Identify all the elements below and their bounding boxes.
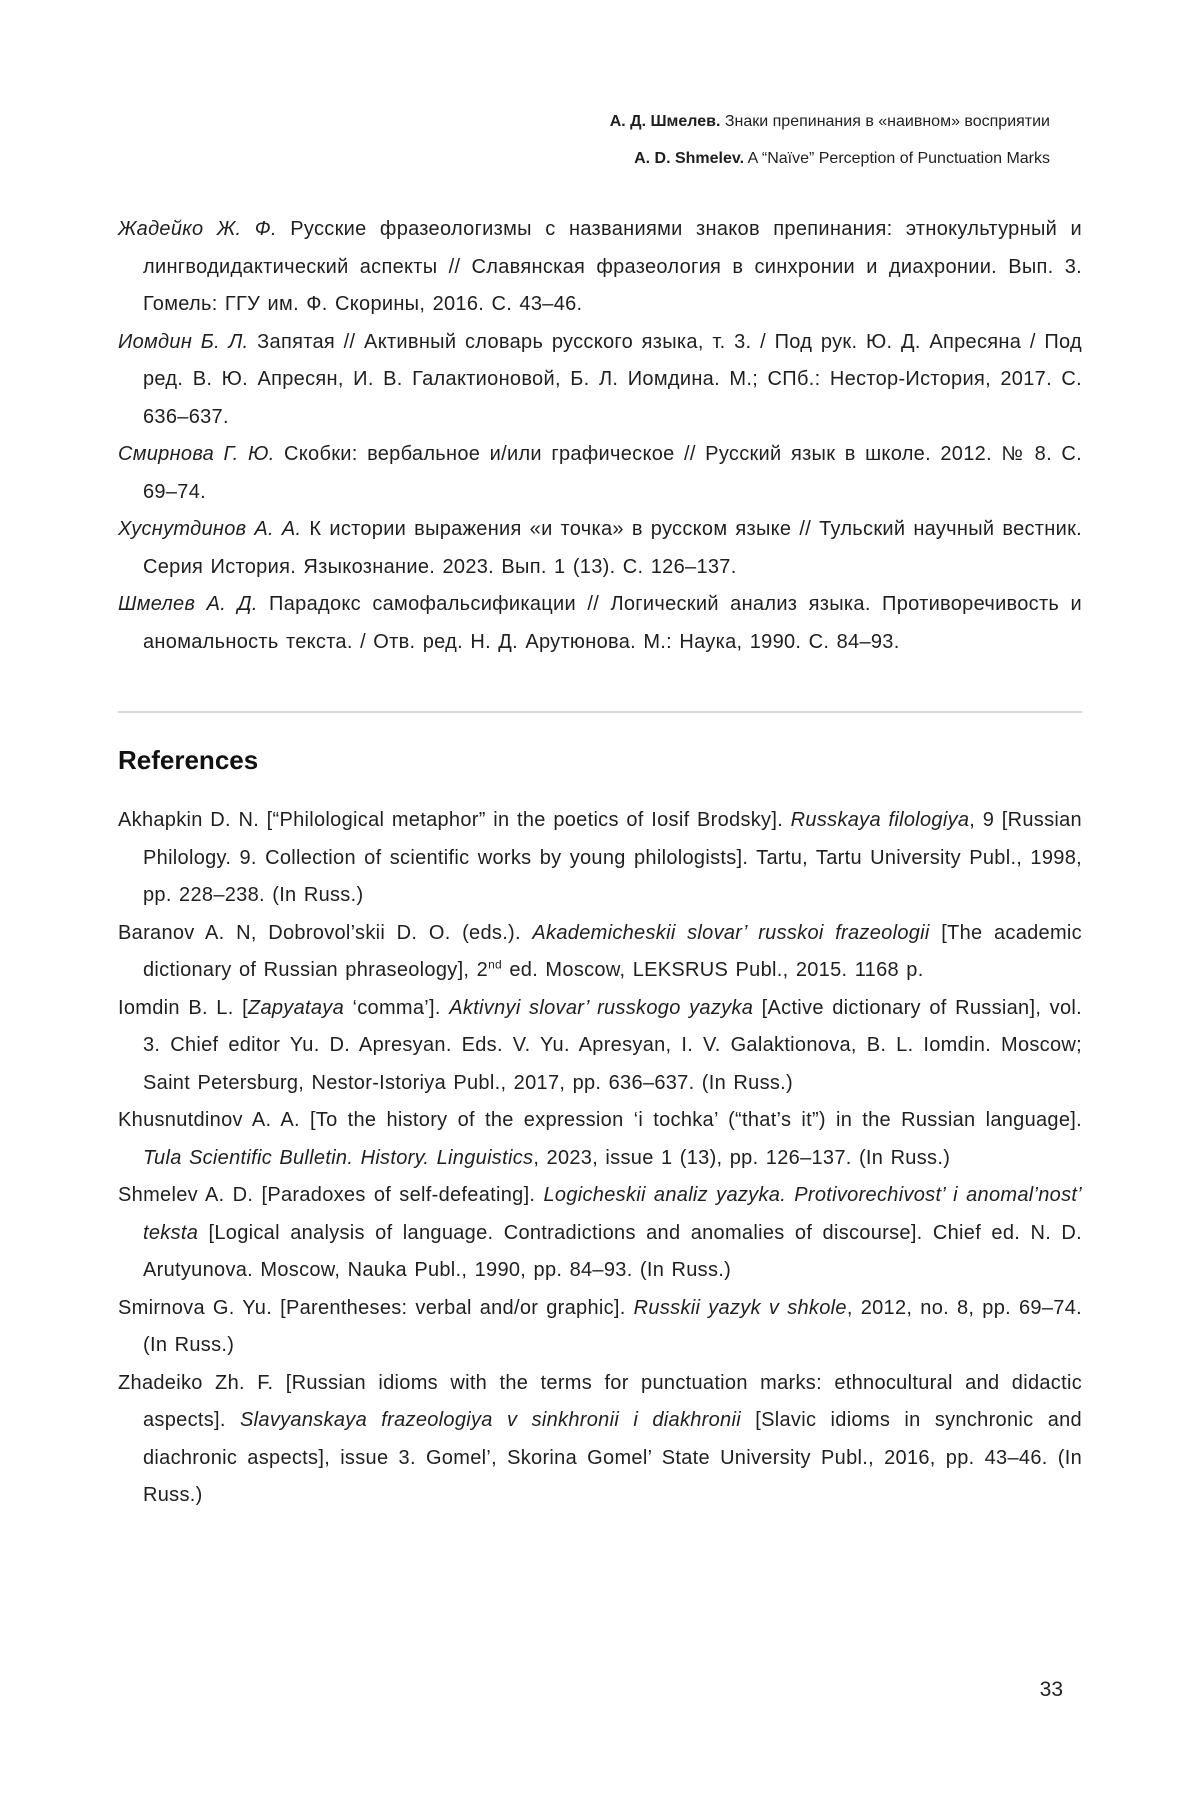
reference-entry: Iomdin B. L. [Zapyataya ‘comma’]. Aktivnyi slovar’ russkogo yazyka [Active dictionary of Russian], vol. 3. Chief editor Yu. D. Apresyan. Eds. V. Yu. Apresyan, I. V. Galaktionova, B. L. Iomdin. Moscow; Saint Petersburg, Nestor-Istoriya Publ., 2017, pp. 636–637. (In Russ.) bbox=[118, 996, 1082, 1094]
reference-entry: Смирнова Г. Ю. Скобки: вербальное и/или графическое // Русский язык в школе. 2012. № 8. С. 69–74. bbox=[118, 443, 1083, 503]
reference-entry: Khusnutdinov A. A. [To the history of the expression ‘i tochka’ (“that’s it”) in the Russian language]. Tula Scientific Bulletin. History. Linguistics, 2023, issue 1 (13), pp. 126–137. (In Russ.) bbox=[118, 1109, 1082, 1169]
reference-entry: Иомдин Б. Л. Запятая // Активный словарь русского языка, т. 3. / Под рук. Ю. Д. Апресяна / Под ред. В. Ю. Апресян, И. В. Галактионовой, Б. Л. Иомдина. М.; СПб.: Нестор-История, 2017. С. 636–637. bbox=[118, 330, 1082, 428]
reference-entry: Хуснутдинов А. А. К истории выражения «и точка» в русском языке // Тульский научный вестник. Серия История. Языкознание. 2023. Вып. 1 (13). С. 126–137. bbox=[118, 518, 1082, 578]
running-head bbox=[610, 103, 1050, 177]
reference-entry: Smirnova G. Yu. [Parentheses: verbal and/or graphic]. Russkii yazyk v shkole, 2012, no. 8, pp. 69–74. (In Russ.) bbox=[118, 1296, 1082, 1356]
reference-entry: Жадейко Ж. Ф. Русские фразеологизмы с названиями знаков препинания: этнокультурный и лингводидактический аспекты // Славянская фразеология в синхронии и диахронии. Вып. 3. Гомель: ГГУ им. Ф. Скорины, 2016. С. 43–46. bbox=[118, 218, 1082, 315]
english-references-list bbox=[118, 802, 1082, 1515]
reference-entry: Baranov A. N, Dobrovol’skii D. O. (eds.). Akademicheskii slovar’ russkoi frazeologii [The academic dictionary of Russian phraseology], 2nd ed. Moscow, LEKSRUS Publ., 2015. 1168 p. bbox=[118, 921, 1082, 981]
reference-entry: Шмелев А. Д. Парадокс самофальсификации // Логический анализ языка. Противоречивость и аномальность текста. / Отв. ред. Н. Д. Арутюнова. М.: Наука, 1990. С. 84–93. bbox=[118, 593, 1082, 653]
reference-entry: Akhapkin D. N. [“Philological metaphor” in the poetics of Iosif Brodsky]. Russkaya filologiya, 9 [Russian Philology. 9. Collection of scientific works by young philologists]. Tartu, Tartu University Publ., 1998, pp. 228–238. (In Russ.) bbox=[118, 809, 1082, 906]
reference-entry: Shmelev A. D. [Paradoxes of self-defeating]. Logicheskii analiz yazyka. Protivorechivost’ i anomal’nost’ teksta [Logical analysis of language. Contradictions and anomalies of discourse]. Chief ed. N. D. Arutyunova. Moscow, Nauka Publ., 1990, pp. 84–93. (In Russ.) bbox=[118, 1184, 1082, 1281]
page-number: 33 bbox=[1039, 1678, 1063, 1701]
section-divider bbox=[118, 711, 1082, 713]
running-head-english: A. D. Shmelev. A “Naïve” Perception of Punctuation Marks bbox=[634, 150, 1050, 167]
russian-bibliography-list bbox=[118, 211, 1082, 661]
reference-entry: Zhadeiko Zh. F. [Russian idioms with the terms for punctuation marks: ethnocultural and didactic aspects]. Slavyanskaya frazeologiya v sinkhronii i diakhronii [Slavic idioms in synchronic and diachronic aspects], issue 3. Gomel’, Skorina Gomel’ State University Publ., 2016, pp. 43–46. (In Russ.) bbox=[118, 1371, 1082, 1506]
references-heading: References bbox=[118, 745, 259, 775]
running-head-russian: А. Д. Шмелев. Знаки препинания в «наивном» восприятии bbox=[609, 113, 1050, 130]
